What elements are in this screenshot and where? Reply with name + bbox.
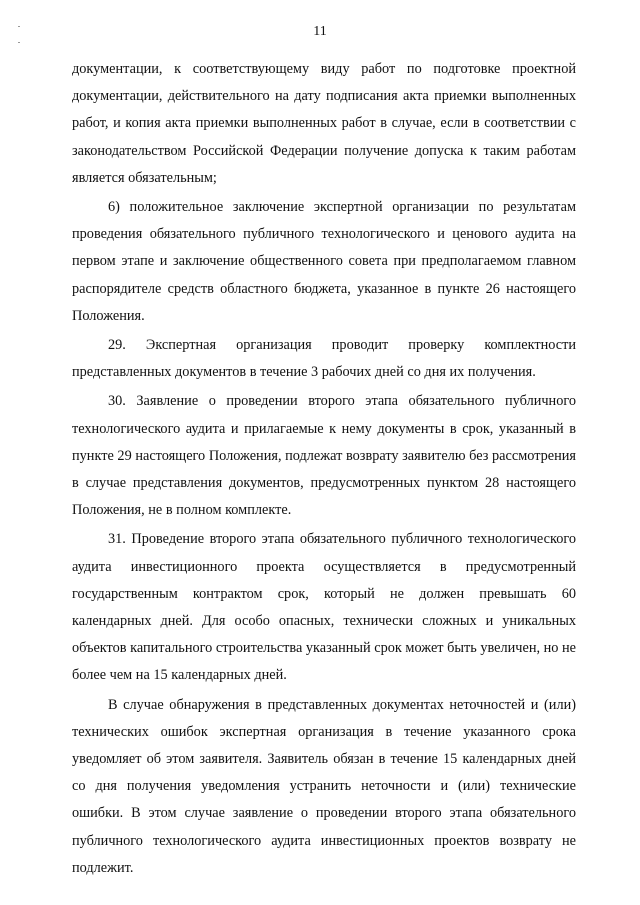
paragraph-clause-30: 30. Заявление о проведении второго этапа обязательного публичного технологического аудита и прилагаемые к нему документы в срок, указанный в пункте 29 настоящего Положения, подлежат возврату заявителю без рассмотрения в случае представления документов, предусмотренных пунктом 28 настоящего Положения, не в полном комплекте.	[72, 393, 576, 519]
paragraph-clause-31-continued: В случае обнаружения в представленных документах неточностей и (или) технических ошибок экспертная организация в течение указанного срока уведомляет об этом заявителя. Заявитель обязан в течение 15 календарных дней со дня получения уведомления устранить неточности и (или) технические ошибки. В этом случае заявление о проведении второго этапа обязательного публичного технологического аудита инвестиционных проектов возврату не подлежит.	[72, 696, 576, 876]
scan-artifact	[18, 42, 20, 43]
paragraph-item-6: 6) положительное заключение экспертной организации по результатам проведения обязательного публичного технологического и ценового аудита на первом этапе и заключение общественного совета при предполагаемом главном распорядителе средств областного бюджета, указанное в пункте 26 настоящего Положения.	[72, 199, 576, 324]
document-body	[72, 56, 576, 882]
page-number: 11	[313, 24, 327, 39]
paragraph-clause-29: 29. Экспертная организация проводит проверку комплектности представленных документов в течение 3 рабочих дней со дня их получения.	[72, 337, 576, 381]
paragraph-continuation: документации, к соответствующему виду работ по подготовке проектной документации, действительного на дату подписания акта приемки выполненных работ, и копия акта приемки выполненных работ в случае, если в соответствии с законодательством Российской Федерации получение допуска к таким работам является обязательным;	[72, 61, 576, 186]
paragraph-clause-31: 31. Проведение второго этапа обязательного публичного технологического аудита инвестиционного проекта осуществляется в предусмотренный государственным контрактом срок, который не должен превышать 60 календарных дней. Для особо опасных, технически сложных и уникальных объектов капитального строительства указанный срок может быть увеличен, но не более чем на 15 календарных дней.	[72, 531, 576, 684]
